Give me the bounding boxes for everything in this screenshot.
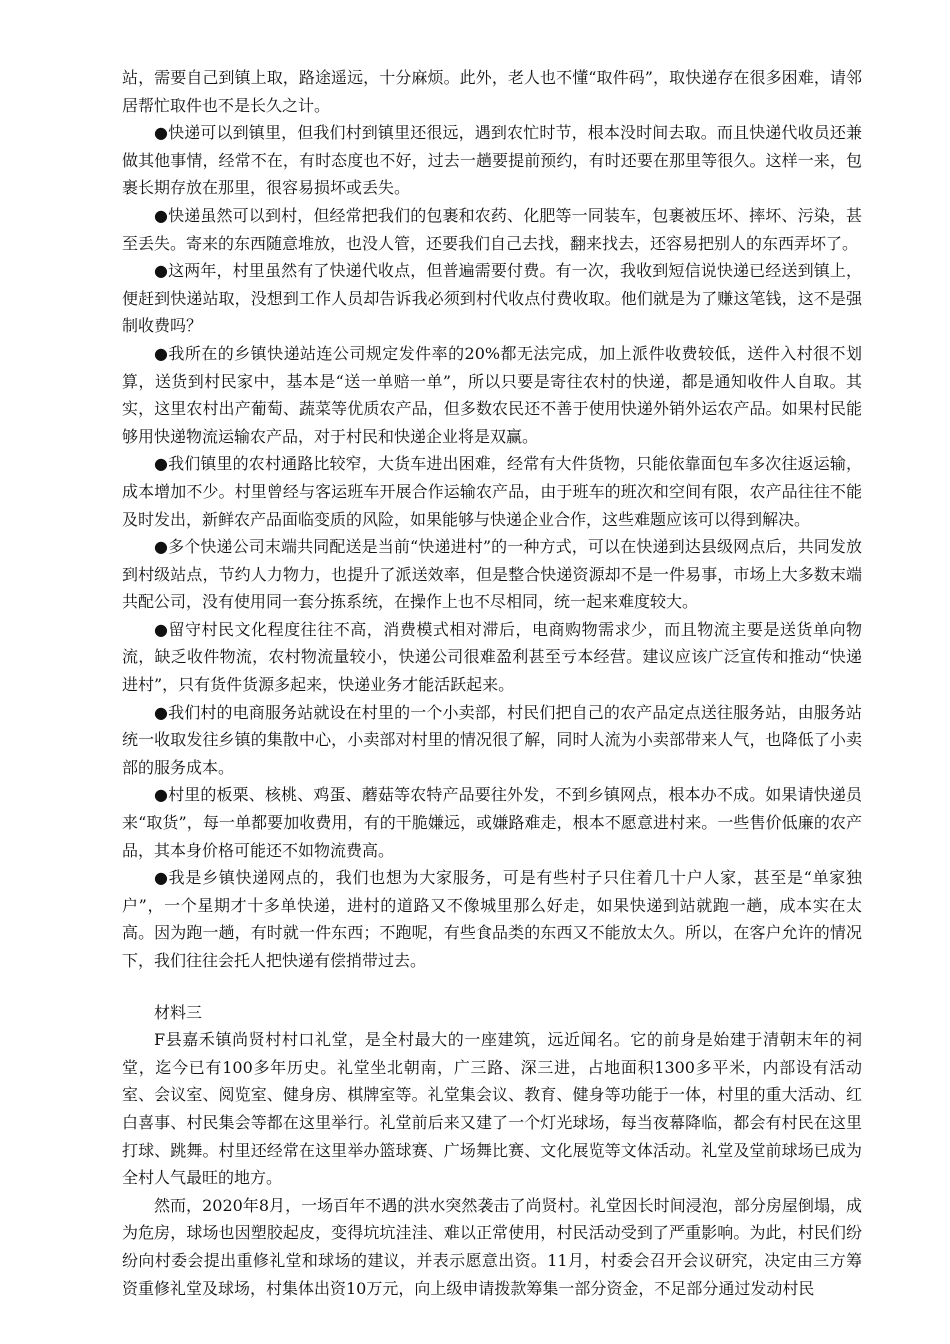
bullet-paragraph: ●我们镇里的农村通路比较窄，大货车进出困难，经常有大件货物，只能依靠面包车多次往返运输，成本增加不少。村里曾经与客运班车开展合作运输农产品，由于班车的班次和空间有限，农产品往往不能及时发出，新鲜农产品面临变质的风险，如果能够与快递企业合作，这些难题应该可以得到解决。 — [122, 454, 862, 529]
section-paragraph: F县嘉禾镇尚贤村村口礼堂，是全村最大的一座建筑，远近闻名。它的前身是始建于清朝末年的祠堂，迄今已有100多年历史。礼堂坐北朝南，广三路、深三进，占地面积1300多平米，内部设有活动室、会议室、阅览室、健身房、棋牌室等。礼堂集会议、教育、健身等功能于一体，村里的重大活动、红白喜事、村民集会等都在这里举行。礼堂前后来又建了一个灯光球场，每当夜幕降临，都会有村民在这里打球、跳舞。村里还经常在这里举办篮球赛、广场舞比赛、文化展览等文体活动。礼堂及堂前球场已成为全村人气最旺的地方。 — [122, 1030, 862, 1188]
bullet-paragraph: ●这两年，村里虽然有了快递代收点，但普遍需要付费。有一次，我收到短信说快递已经送到镇上，便赶到快递站取，没想到工作人员却告诉我必须到村代收点付费收取。他们就是为了赚这笔钱，这不是强制收费吗？ — [122, 261, 862, 336]
document-page — [122, 64, 862, 1302]
section-title: 材料三 — [154, 1002, 203, 1022]
section-paragraph: 然而，2020年8月，一场百年不遇的洪水突然袭击了尚贤村。礼堂因长时间浸泡，部分房屋倒塌，成为危房，球场也因塑胶起皮，变得坑坑洼洼、难以正常使用，村民活动受到了严重影响。为此，村民们纷纷向村委会提出重修礼堂和球场的建议，并表示愿意出资。11月，村委会召开会议研究，决定由三方筹资重修礼堂及球场，村集体出资10万元，向上级申请拨款筹集一部分资金，不足部分通过发动村民 — [122, 1195, 862, 1298]
bullet-paragraph: ●我们村的电商服务站就设在村里的一个小卖部，村民们把自己的农产品定点送往服务站，由服务站统一收取发往乡镇的集散中心，小卖部对村里的情况很了解，同时人流为小卖部带来人气，也降低了小卖部的服务成本。 — [122, 702, 862, 777]
bullet-paragraph: ●村里的板栗、核桃、鸡蛋、蘑菇等农特产品要往外发，不到乡镇网点，根本办不成。如果请快递员来“取货”，每一单都要加收费用，有的干脆嫌远，或嫌路难走，根本不愿意进村来。一些售价低廉的农产品，其本身价格可能还不如物流费高。 — [122, 785, 862, 860]
bullet-paragraph: ●我是乡镇快递网点的，我们也想为大家服务，可是有些村子只住着几十户人家，甚至是“单家独户”，一个星期才十多单快递，进村的道路又不像城里那么好走，如果快递到站就跑一趟，成本实在太高。因为跑一趟，有时就一件东西；不跑呢，有些食品类的东西又不能放太久。所以，在客户允许的情况下，我们往往会托人把快递有偿捎带过去。 — [122, 868, 862, 970]
opening-paragraph: 站，需要自己到镇上取，路途遥远，十分麻烦。此外，老人也不懂“取件码”，取快递存在很多困难，请邻居帮忙取件也不是长久之计。 — [122, 68, 862, 115]
bullet-paragraph: ●快递虽然可以到村，但经常把我们的包裹和农药、化肥等一同装车，包裹被压坏、摔坏、污染，甚至丢失。寄来的东西随意堆放，也没人管，还要我们自己去找，翻来找去，还容易把别人的东西弄坏了。 — [122, 205, 862, 253]
section-spacer — [122, 975, 862, 999]
bullet-paragraph: ●我所在的乡镇快递站连公司规定发件率的20%都无法完成，加上派件收费较低，送件入村很不划算，送货到村民家中，基本是“送一单赔一单”，所以只要是寄往农村的快递，都是通知收件人自取。其实，这里农村出产葡萄、蔬菜等优质农产品，但多数农民还不善于使用快递外销外运农产品。如果村民能够用快递物流运输农产品，对于村民和快递企业将是双赢。 — [122, 343, 862, 446]
bullet-paragraph: ●留守村民文化程度往往不高，消费模式相对滞后，电商购物需求少，而且物流主要是送货单向物流，缺乏收件物流，农村物流量较小，快递公司很难盈利甚至亏本经营。建议应该广泛宣传和推动“快递进村”，只有货件货源多起来，快递业务才能活跃起来。 — [122, 619, 862, 695]
bullet-paragraph: ●多个快递公司末端共同配送是当前“快递进村”的一种方式，可以在快递到达县级网点后，共同发放到村级站点，节约人力物力，也提升了派送效率，但是整合快递资源却不是一件易事，市场上大多数末端共配公司，没有使用同一套分拣系统，在操作上也不尽相同，统一起来难度较大。 — [122, 537, 862, 612]
bullet-paragraph: ●快递可以到镇里，但我们村到镇里还很远，遇到农忙时节，根本没时间去取。而且快递代收员还兼做其他事情，经常不在，有时态度也不好，过去一趟要提前预约，有时还要在那里等很久。这样一来，包裹长期存放在那里，很容易损坏或丢失。 — [122, 123, 862, 198]
